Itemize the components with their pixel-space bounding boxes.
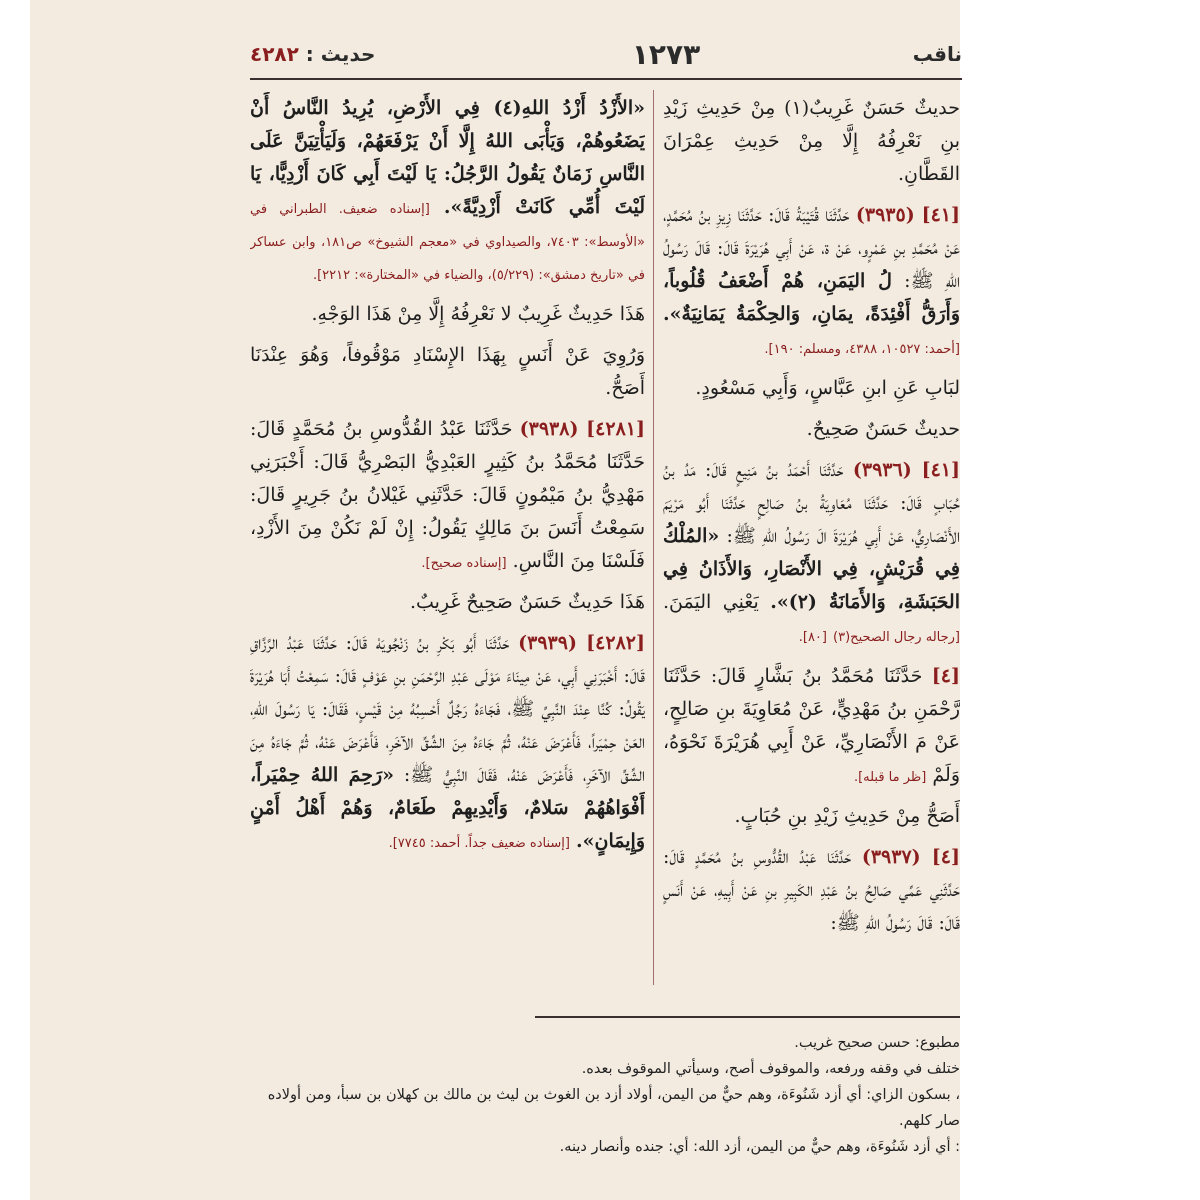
hadith-text: «المُلْكُ فِي قُرَيْشٍ، فِي الأَنْصَارِ، وَالأَذَانُ فِي الحَبَشَةِ، وَالأَمَانَةُ (٢)». <box>663 525 960 613</box>
paragraph-text: حَدَّثَنَا أَبُو بَكْرِ بنُ زَنْجُويَهْ قَالَ: حَدَّثَنَا عَبْدُ الرَّزَّاقِ قَالَ: أَخْبَرَنِي أَبِي، عَنْ مِينَاءَ مَوْلَى عَبْدِ الرَّحْمَنِ بنِ عَوْفٍ قَالَ: سَمِعْتُ أَبَا هُرَيْرَةَ يَقُولُ: كُنَّا عِنْدَ النَّبِيِّ ﷺ، فَجَاءَهُ رَجُلٌ أَحْسِبُهُ مِنْ قَيْسٍ، فَقَالَ: يَا رَسُولَ اللهِ، العَنْ حِمْيَراً، فَأَعْرَضَ عَنْهُ، ثُمَّ جَاءَهُ مِنَ الشِّقِّ الآخَرِ، فَأَعْرَضَ عَنْهُ، ثُمَّ جَاءَهُ مِنَ الشِّقِّ الآخَرِ، فَأَعْرَضَ عَنْهُ، فَقَالَ النَّبِيُّ ﷺ: <box>250 632 645 786</box>
hadith-reference <box>250 42 410 66</box>
source-note: [إسناده صحيح]. <box>421 556 507 571</box>
page-header <box>250 38 962 72</box>
source-note: [أحمد: ١٠٥٢٧، ٤٣٨٨، ومسلم: ١٩٠]. <box>764 342 960 357</box>
paragraph-text: حديثٌ حَسَنٌ غَرِيبٌ(١) مِنْ حَدِيثِ زَيْدِ بنِ نَعْرِفُهُ إِلَّا مِنْ حَدِيثِ عِمْرَانَ القَطَّانِ. <box>663 97 960 185</box>
gutter <box>960 0 1200 1200</box>
paragraph-text: حَدَّثَنَا عَبْدُ القُدُّوسِ بنُ مُحَمَّدٍ قَالَ: حَدَّثَنِي عَمِّي صَالِحُ بنُ عَبْدِ الكَبِيرِ بنِ عَنْ أَبِيهِ، عَنْ أَنَسٍ قَالَ: قَالَ رَسُولُ اللهِ ﷺ: <box>663 846 960 934</box>
page-number: ١٢٧٣ <box>631 38 701 71</box>
hadith-number-label: [٤٢٨٢] (٣٩٣٩) <box>518 632 645 654</box>
hadith-paragraph <box>663 841 960 940</box>
paragraph-text: يَعْنِي اليَمَنَ. <box>663 591 759 613</box>
source-ref: [٨٠]. <box>798 630 827 645</box>
hadith-number-label: [٤٢٨١] (٣٩٣٨) <box>519 418 645 440</box>
source-note: [رجاله رجال الصحيح(٣) <box>833 630 960 645</box>
hadith-number-label: [٤١] (٣٩٣٥) <box>855 204 960 226</box>
footnotes <box>250 1030 960 1160</box>
header-rule <box>250 78 962 80</box>
paragraph <box>663 413 960 446</box>
footnote: : أي أزد شَنُوءَة، وهم حيٌّ من اليمن، أزد الله: أي: جنده وأنصار دينه. <box>559 1139 960 1155</box>
paragraph-text: حَدَّثَنَا أَحْمَدُ بنُ مَنِيعٍ قَالَ: مَدُ بنُ حُبَابٍ قَالَ: حَدَّثَنَا مُعَاوِيَةُ بنُ صَالِحٍ حَدَّثَنَا أَبُو مَرْيَمَ الأَنْصَارِيُّ، عَنْ أَبِي هُرَيْرَةَ الَ رَسُولُ اللهِ ﷺ: <box>663 459 960 547</box>
hadith-paragraph <box>663 199 960 364</box>
hadith-number-label: [٤] (٣٩٣٧) <box>861 846 960 868</box>
footnote: مطبوع: حسن صحيح غريب. <box>794 1035 960 1051</box>
footnote: صار كلهم. <box>899 1113 960 1129</box>
hadith-label: حديث : <box>305 42 376 66</box>
paragraph-text: لبَابِ عَنِ ابنِ عَبَّاسٍ، وَأَبِي مَسْعُودٍ. <box>695 377 960 399</box>
paragraph <box>250 298 645 331</box>
paragraph-text: هَذَا حَدِيثٌ غَرِيبٌ لا نَعْرِفُهُ إِلَّا مِنْ هَذَا الوَجْهِ. <box>311 303 645 325</box>
paragraph-text: أَصَحُّ مِنْ حَدِيثِ زَيْدِ بنِ حُبَابٍ. <box>734 805 960 827</box>
hadith-text: «رَحِمَ اللهُ حِمْيَراً، أَفْوَاهُهُمْ سَلامٌ، وَأَيْدِيهِمْ طَعَامٌ، وَهُمْ أَهْلُ أَمْنٍ وَإِيمَانٍ». <box>250 764 645 852</box>
source-note: [ظر ما قبله]. <box>853 770 927 785</box>
hadith-number-label: [٤١] (٣٩٣٦) <box>852 459 960 481</box>
source-note: [إسناده ضعيف. الطبراني في «الأوسط»: ٧٤٠٣، والصيداوي في «معجم الشيوخ» ص١٨١، وابن عساكر في «تاريخ دمشق»: (٥/٢٢٩)، والضياء في «المختارة»: ٢٢١٢]. <box>250 202 645 283</box>
left-column <box>250 92 645 987</box>
hadith-paragraph <box>250 92 645 290</box>
paragraph <box>250 339 645 405</box>
right-column <box>663 92 960 987</box>
section-title: ناقب <box>912 42 962 66</box>
hadith-number-label: [٤] <box>931 665 960 687</box>
footnote-rule <box>535 1016 960 1018</box>
paragraph-text: هَذَا حَدِيثٌ حَسَنٌ صَحِيحٌ غَرِيبٌ. <box>409 591 645 613</box>
hadith-paragraph <box>250 627 645 858</box>
footnote: ختلف في وقفه ورفعه، والموقوف أصح، وسيأتي الموقوف بعده. <box>581 1061 960 1077</box>
paragraph-text: حَدَّثَنَا عَبْدُ القُدُّوسِ بنُ مُحَمَّدٍ قَالَ: حَدَّثَنَا مُحَمَّدُ بنُ كَثِيرٍ العَبْدِيُّ البَصْرِيُّ قَالَ: أَخْبَرَنِي مَهْدِيُّ بنُ مَيْمُونٍ قَالَ: حَدَّثَنِي غَيْلانُ بنُ جَرِيرٍ قَالَ: سَمِعْتُ أَنَسَ بنَ مَالِكٍ يَقُولُ: إِنْ لَمْ نَكُنْ مِنَ الأَزْدِ، فَلَسْنَا مِنَ النَّاسِ. <box>250 418 645 572</box>
hadith-paragraph <box>250 413 645 578</box>
paragraph <box>663 92 960 191</box>
source-note: [إسناده ضعيف جداً. أحمد: ٧٧٤٥]. <box>388 836 570 851</box>
paragraph <box>663 800 960 833</box>
hadith-paragraph <box>663 660 960 792</box>
paragraph-text: حَدَّثَنَا قُتَيْبَةُ قَالَ: حَدَّثَنَا زِيزِ بنُ مُحَمَّدٍ، عَنْ مُحَمَّدِ بنِ عَمْرٍو، عَنْ ة، عَنْ أَبِي هُرَيْرَةَ قَالَ: قَالَ رَسُولُ اللهِ ﷺ: <box>663 204 960 292</box>
column-divider <box>653 90 654 985</box>
paragraph <box>663 372 960 405</box>
hadith-number: ٤٢٨٢ <box>250 42 299 66</box>
paragraph-text: حَدَّثَنَا مُحَمَّدُ بنُ بَشَّارٍ قَالَ: حَدَّثَنَا رَّحْمَنِ بنُ مَهْدِيٍّ، عَنْ مُعَاوِيَةَ بنِ صَالِحٍ، عَنْ مَ الأَنْصَارِيِّ، عَنْ أَبِي هُرَيْرَةَ نَحْوَهُ، وَلَمْ <box>663 665 960 786</box>
paragraph <box>250 586 645 619</box>
paragraph-text: حديثٌ حَسَنٌ صَحِيحٌ. <box>806 418 960 440</box>
hadith-text: لُ اليَمَنِ، هُمْ أَضْعَفُ قُلُوباً، وَأَرَقُّ أَفْئِدَةً، يمَانِ، وَالحِكْمَةُ يَمَانِيَةٌ». <box>663 270 960 325</box>
footnote: ، بسكون الزاي: أي أزد شَنُوءَة، وهم حيٌّ من اليمن، أولاد أزد بن الغوث بن ليث بن مالك بن كهلان بن سبأ، ومن أولاده <box>267 1087 960 1103</box>
paragraph-text: وَرُوِيَ عَنْ أَنَسٍ بِهَذَا الإِسْنَادِ مَوْقُوفاً، وَهُوَ عِنْدَنَا أَصَحُّ. <box>250 344 645 399</box>
hadith-paragraph <box>663 454 960 652</box>
hadith-text: «الأَزْدُ أَزْدُ اللهِ(٤) فِي الأَرْضِ، يُرِيدُ النَّاسُ أَنْ يَضَعُوهُمْ، وَيَأْبَى اللهُ إِلَّا أَنْ يَرْفَعَهُمْ، وَلَيَأْتِيَنَّ عَلَى النَّاسِ زَمَانٌ يَقُولُ الرَّجُلُ: يَا لَيْتَ أَبِي كَانَ أَزْدِيًّا، يَا لَيْتَ أُمِّي كَانَتْ أَزْدِيَّةً». <box>250 97 645 218</box>
